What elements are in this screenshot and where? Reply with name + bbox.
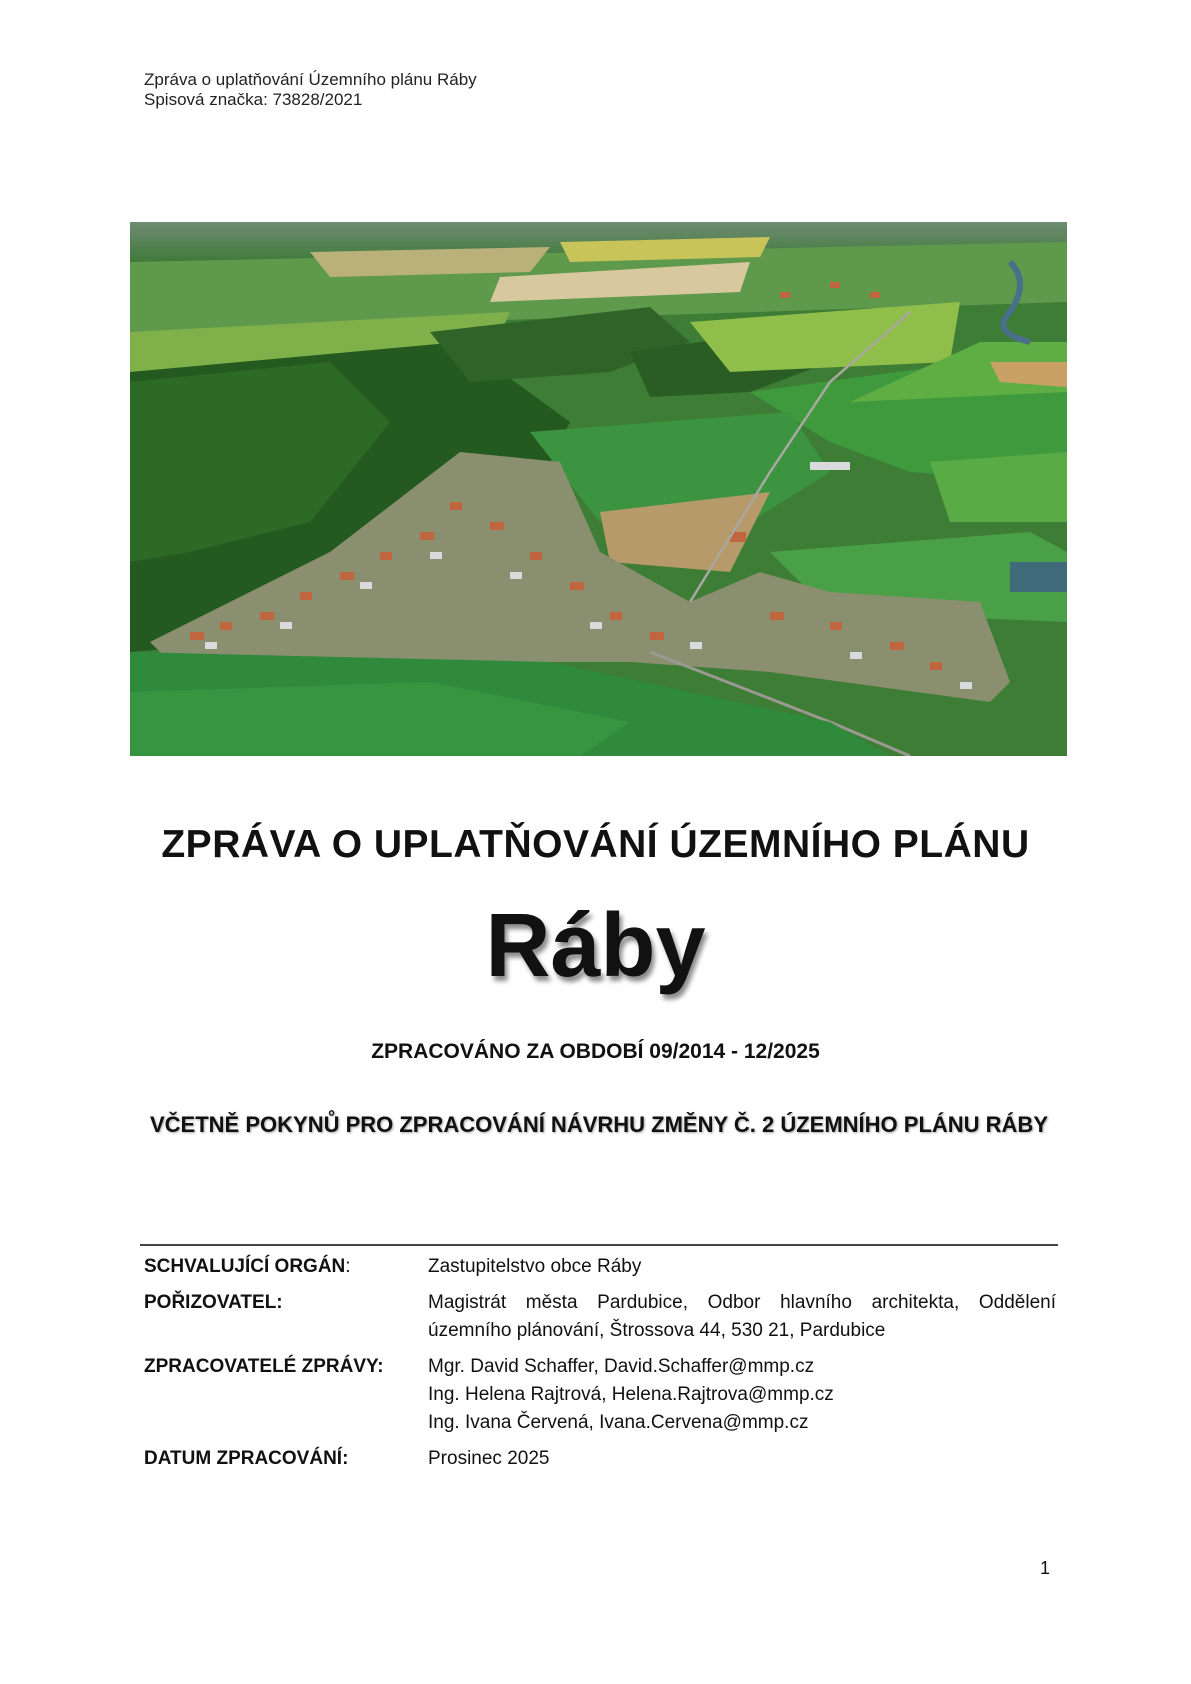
aerial-photo [130, 222, 1067, 756]
document-header [144, 70, 477, 110]
report-title: ZPRÁVA O UPLATŇOVÁNÍ ÚZEMNÍHO PLÁNU [161, 823, 1030, 866]
aerial-photo-village-icon [130, 222, 1067, 756]
author-item: Ing. Ivana Červená, Ivana.Cervena@mmp.cz [428, 1412, 809, 1433]
approver-value: Zastupitelstvo obce Ráby [428, 1256, 642, 1277]
date-value: Prosinec 2025 [428, 1448, 550, 1469]
procurer-row [144, 1289, 1056, 1345]
date-row [144, 1445, 1056, 1473]
procurer-value: Magistrát města Pardubice, Odbor hlavního architekta, Oddělení územního plánování, Štrossova 44, 530 21, Pardubice [428, 1292, 1056, 1341]
approver-label: SCHVALUJÍCÍ ORGÁN: [144, 1256, 351, 1277]
procurer-label: POŘIZOVATEL: [144, 1292, 283, 1313]
author-item: Ing. Helena Rajtrová, Helena.Rajtrova@mmp.cz [428, 1384, 834, 1405]
author-item: Mgr. David Schaffer, David.Schaffer@mmp.cz [428, 1356, 815, 1377]
page-number: 1 [1040, 1558, 1051, 1578]
date-label: DATUM ZPRACOVÁNÍ: [144, 1448, 349, 1469]
report-period: ZPRACOVÁNO ZA OBDOBÍ 09/2014 - 12/2025 [371, 1040, 820, 1063]
header-file-number: Spisová značka: 73828/2021 [144, 90, 363, 109]
authors-label: ZPRACOVATELÉ ZPRÁVY: [144, 1356, 384, 1377]
village-name: Ráby [485, 896, 706, 996]
header-title: Zpráva o uplatňování Územního plánu Ráby [144, 70, 477, 89]
approver-row [144, 1253, 1056, 1281]
report-subtitle: VČETNĚ POKYNŮ PRO ZPRACOVÁNÍ NÁVRHU ZMĚNY Č. 2 ÚZEMNÍHO PLÁNU RÁBY [150, 1112, 1048, 1137]
authors-row [144, 1353, 1056, 1437]
info-table [144, 1245, 1056, 1479]
authors-list [428, 1353, 1056, 1437]
